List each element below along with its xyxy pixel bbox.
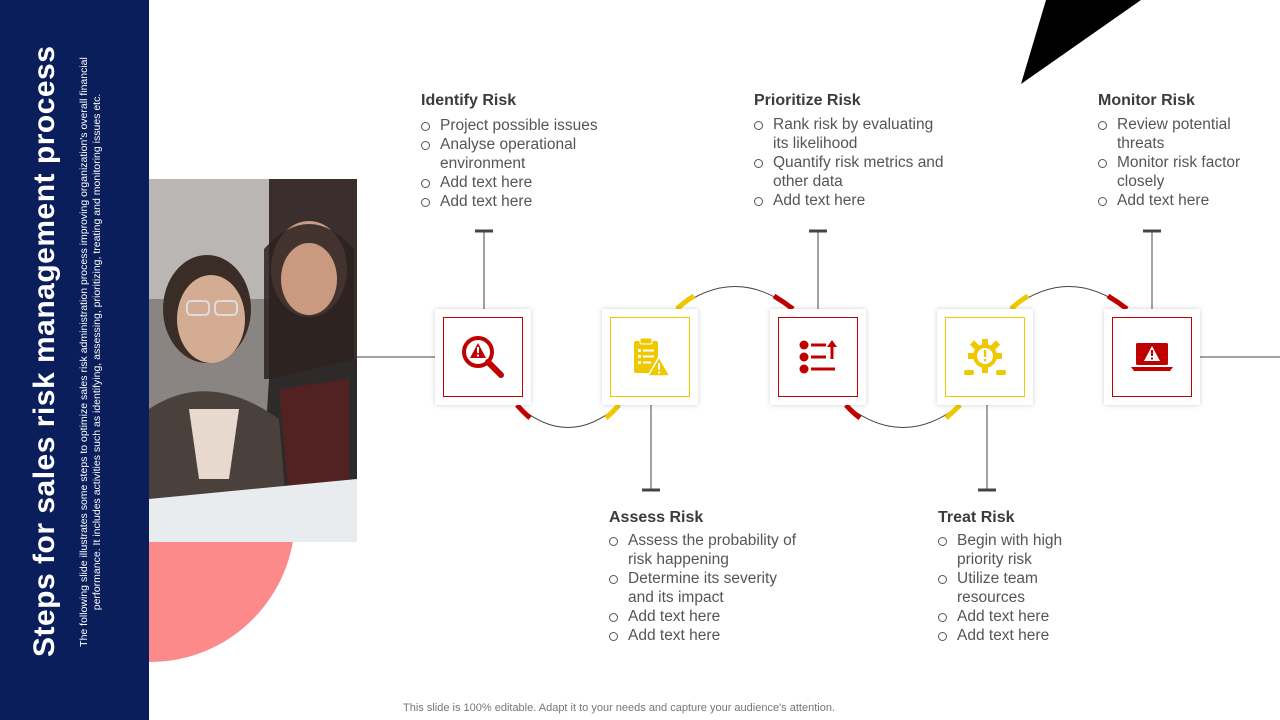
list-item: Rank risk by evaluating its likelihood — [754, 115, 944, 153]
list-item: Monitor risk factor closely — [1098, 153, 1248, 191]
list-item: Project possible issues — [421, 116, 621, 135]
identify-risk-list — [421, 116, 621, 211]
treat-risk-list — [938, 531, 1088, 645]
assess-risk-list — [609, 531, 799, 645]
list-item: Determine its severity and its impact — [609, 569, 799, 607]
prioritize-risk-list — [754, 115, 944, 210]
list-item: Quantify risk metrics and other data — [754, 153, 944, 191]
list-item: Add text here — [421, 192, 621, 211]
list-item: Add text here — [421, 173, 621, 192]
prioritize-risk-icon-box — [770, 309, 866, 405]
assess-risk-title: Assess Risk — [609, 509, 704, 526]
treat-risk-title: Treat Risk — [938, 509, 1015, 526]
list-item: Add text here — [938, 626, 1088, 645]
list-item: Analyse operational environment — [421, 135, 621, 173]
footer-note: This slide is 100% editable. Adapt it to your needs and capture your audience's attention. — [403, 702, 835, 714]
list-item: Add text here — [754, 191, 944, 210]
list-item: Begin with high priority risk — [938, 531, 1088, 569]
list-item: Add text here — [938, 607, 1088, 626]
list-item: Add text here — [609, 607, 799, 626]
monitor-risk-list — [1098, 115, 1248, 210]
assess-risk-icon-box — [602, 309, 698, 405]
list-item: Review potential threats — [1098, 115, 1248, 153]
list-item: Add text here — [1098, 191, 1248, 210]
priority-list-icon — [796, 335, 840, 379]
list-item: Assess the probability of risk happening — [609, 531, 799, 569]
treat-risk-icon-box — [937, 309, 1033, 405]
monitor-risk-icon-box — [1104, 309, 1200, 405]
page-description: The following slide illustrates some steps to optimize sales risk administration process improving organization's overall financial performance. It includes activities such as identifying, assessing, prioritizing, treating and monitoring issues etc. — [78, 57, 103, 647]
page-title: Steps for sales risk management process — [28, 45, 61, 657]
identify-risk-icon-box — [435, 309, 531, 405]
monitor-risk-title: Monitor Risk — [1098, 92, 1195, 109]
laptop-warning-icon — [1129, 334, 1175, 380]
warning-gear-icon — [962, 334, 1008, 380]
identify-risk-title: Identify Risk — [421, 92, 517, 109]
risk-checklist-icon — [628, 335, 672, 379]
prioritize-risk-title: Prioritize Risk — [754, 92, 861, 109]
list-item: Add text here — [609, 626, 799, 645]
list-item: Utilize team resources — [938, 569, 1088, 607]
risk-search-icon — [460, 334, 506, 380]
